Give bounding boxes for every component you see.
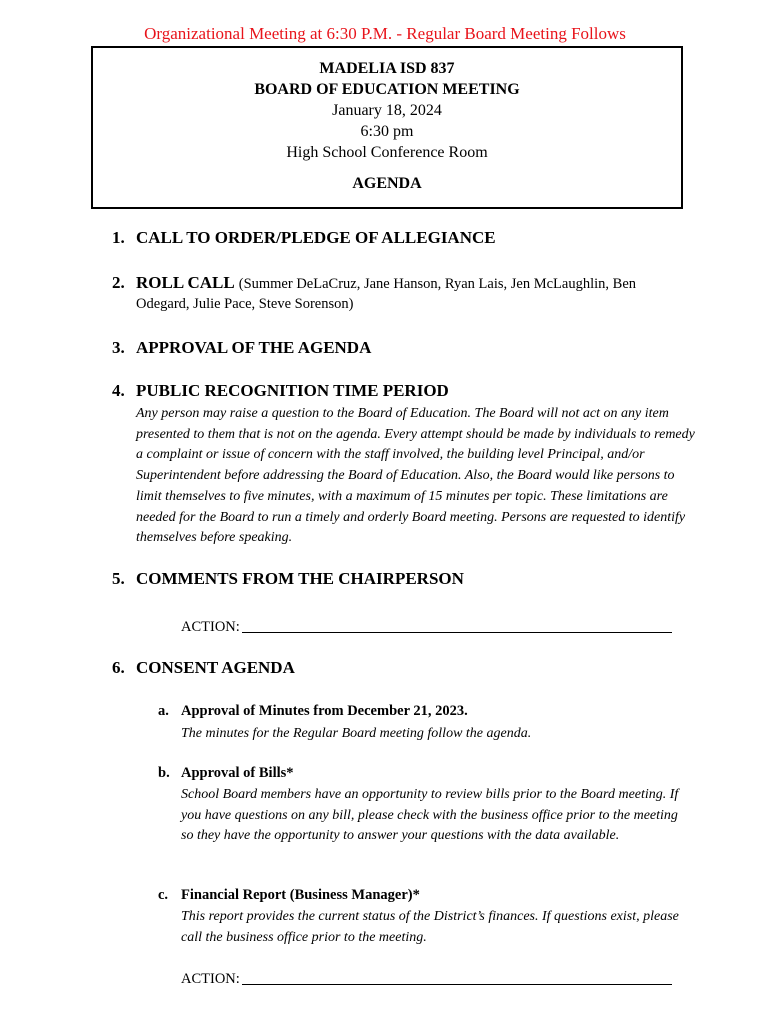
subitem-description: This report provides the current status of the District’s finances. If questions exist, please call the business office prior to the meeting. bbox=[181, 909, 679, 945]
agenda-item-2 bbox=[112, 273, 636, 293]
item-number: 6. bbox=[112, 658, 125, 677]
action-blank bbox=[242, 970, 672, 985]
agenda-item-3 bbox=[112, 338, 371, 358]
agenda-item-6 bbox=[112, 658, 295, 678]
agenda-item-4 bbox=[112, 381, 449, 401]
item-title: ROLL CALL bbox=[136, 273, 235, 292]
item-title: COMMENTS FROM THE CHAIRPERSON bbox=[136, 569, 464, 588]
subitem-letter: a. bbox=[158, 703, 169, 719]
roll-call-members-cont: Odegard, Julie Pace, Steve Sorenson) bbox=[136, 296, 354, 312]
item-title: PUBLIC RECOGNITION TIME PERIOD bbox=[136, 381, 449, 400]
action-label: ACTION: bbox=[181, 971, 240, 987]
public-recognition-text: Any person may raise a question to the Board of Education. The Board will not act on any item presented to them that is not on the agenda. Every attempt should be made by individuals to remedy a complaint or issue of concern with the staff involved, the building level Principal, and/or Superintendent before addressing the Board of Education. Also, the Board would like persons to limit themselves to five minutes, with a maximum of 15 minutes per topic. These limitations are needed for the Board to run a timely and orderly Board meeting. Persons are requested to identify themselves before speaking. bbox=[136, 406, 695, 546]
agenda-label: AGENDA bbox=[352, 175, 422, 192]
item-number: 1. bbox=[112, 228, 125, 247]
item-number: 4. bbox=[112, 381, 125, 400]
meeting-date: January 18, 2024 bbox=[332, 102, 442, 119]
subitem-letter: c. bbox=[158, 887, 169, 903]
meeting-time: 6:30 pm bbox=[360, 123, 414, 140]
agenda-item-5 bbox=[112, 569, 464, 589]
subitem-description: School Board members have an opportunity to review bills prior to the Board meeting. If you have questions on any bill, please check with the business office prior to the meeting so they have the opportunity to answer your questions with the data available. bbox=[181, 787, 679, 844]
action-line-6 bbox=[181, 970, 672, 988]
agenda-header-box bbox=[91, 46, 683, 209]
item-title: APPROVAL OF THE AGENDA bbox=[136, 338, 372, 357]
meeting-banner: Organizational Meeting at 6:30 P.M. - Regular Board Meeting Follows bbox=[144, 24, 626, 43]
roll-call-members: (Summer DeLaCruz, Jane Hanson, Ryan Lais, Jen McLaughlin, Ben bbox=[238, 276, 637, 292]
meeting-title: BOARD OF EDUCATION MEETING bbox=[254, 81, 520, 98]
district-name: MADELIA ISD 837 bbox=[319, 60, 455, 77]
subitem-title: Approval of Bills* bbox=[181, 765, 294, 781]
item-number: 3. bbox=[112, 338, 125, 357]
agenda-item-1 bbox=[112, 228, 496, 248]
action-blank bbox=[242, 618, 672, 633]
subitem-description: The minutes for the Regular Board meeting follow the agenda. bbox=[181, 726, 532, 741]
action-line-5 bbox=[181, 618, 672, 636]
item-title: CALL TO ORDER/PLEDGE OF ALLEGIANCE bbox=[136, 228, 496, 247]
subitem-letter: b. bbox=[158, 765, 170, 781]
item-number: 5. bbox=[112, 569, 125, 588]
item-title: CONSENT AGENDA bbox=[136, 658, 295, 677]
item-number: 2. bbox=[112, 273, 125, 292]
meeting-location: High School Conference Room bbox=[286, 144, 488, 161]
subitem-title: Approval of Minutes from December 21, 2023. bbox=[181, 703, 468, 719]
action-label: ACTION: bbox=[181, 619, 240, 635]
subitem-title: Financial Report (Business Manager)* bbox=[181, 887, 420, 903]
